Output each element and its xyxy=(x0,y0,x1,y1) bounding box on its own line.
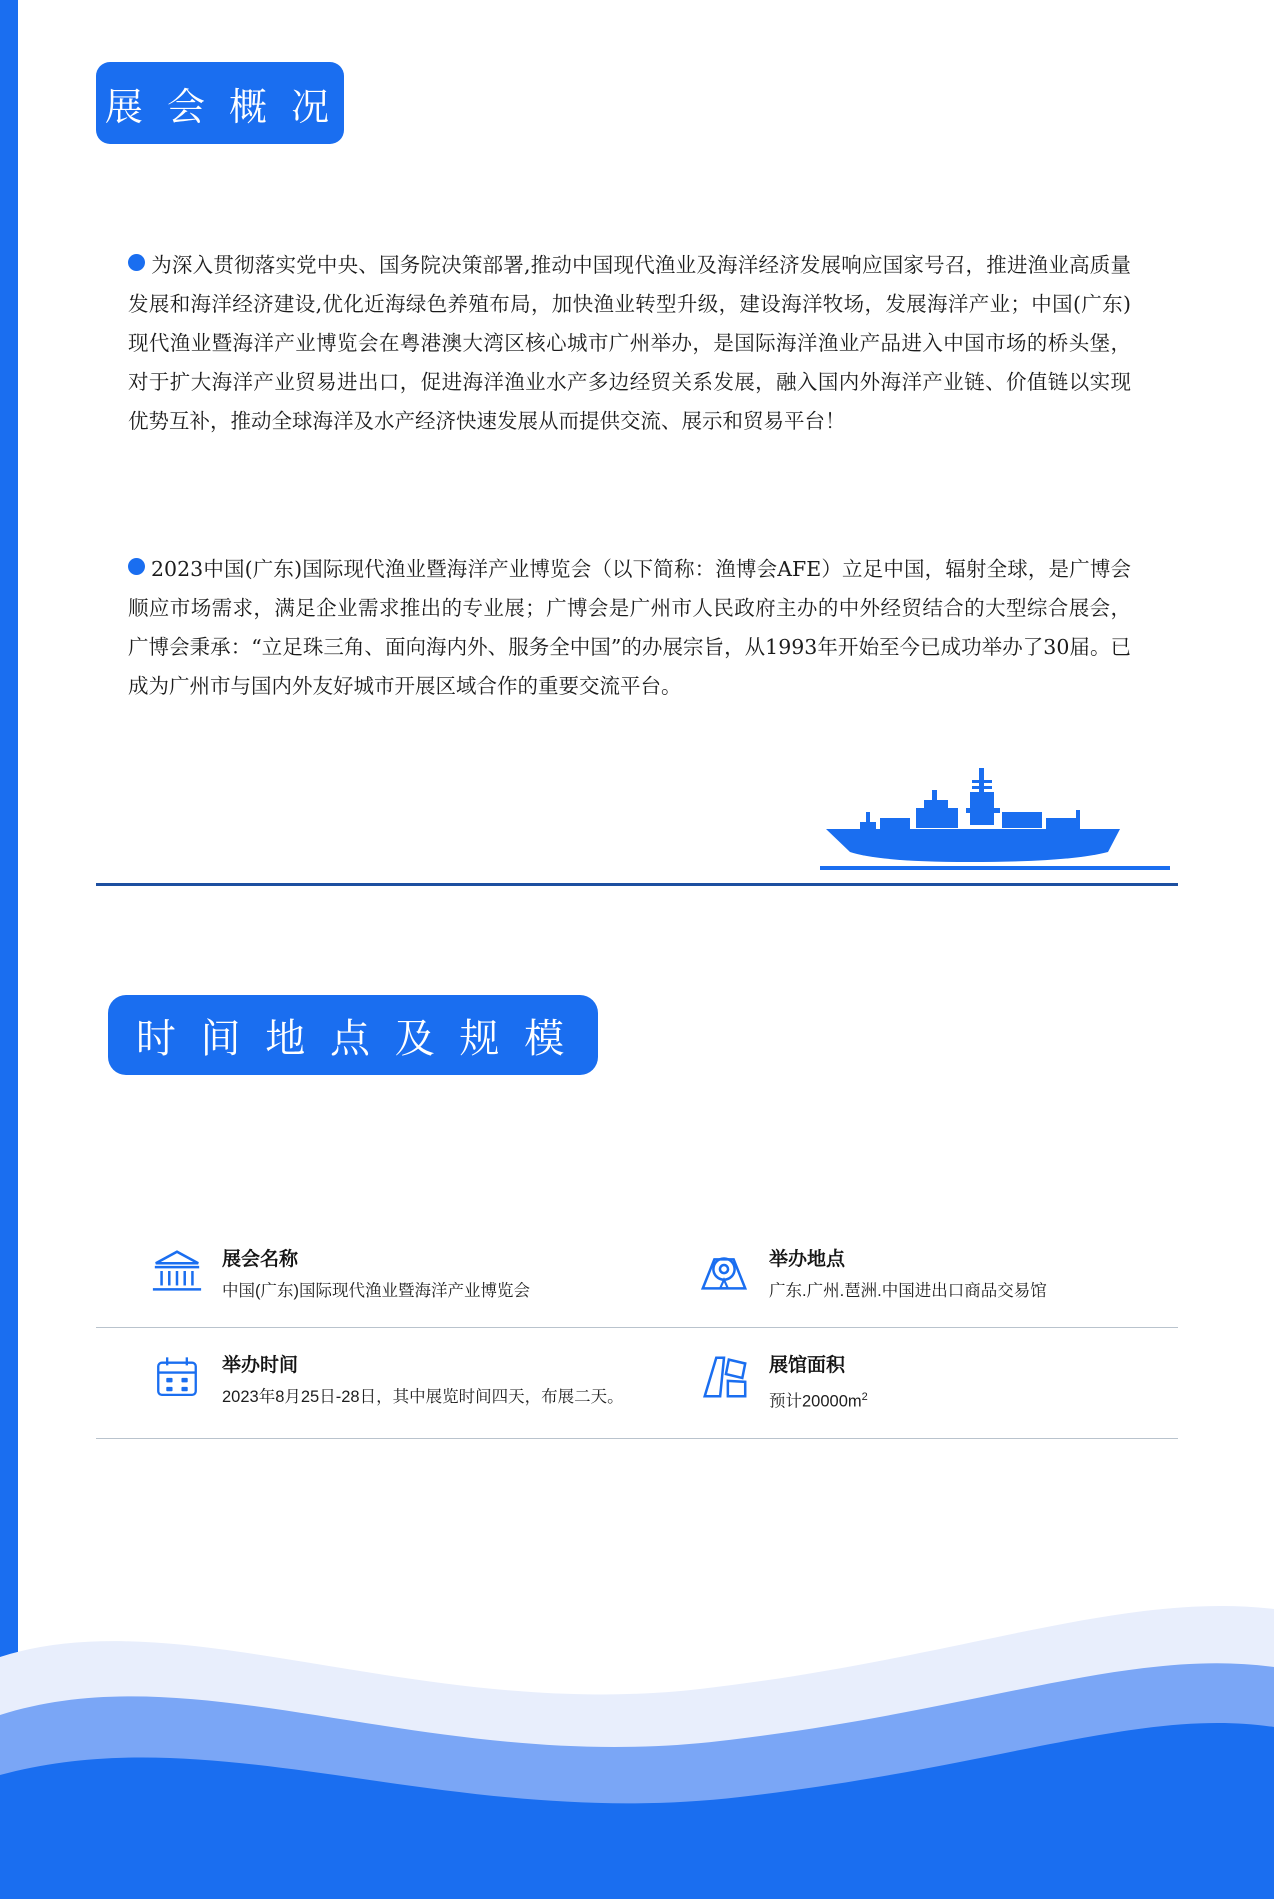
bullet-icon xyxy=(128,254,145,271)
info-value-prefix: 预计20000m xyxy=(769,1392,862,1411)
info-item-date xyxy=(96,1328,637,1438)
info-item-exhibition-name xyxy=(96,1222,637,1327)
info-value: 2023年8月25日-28日，其中展览时间四天，布展二天。 xyxy=(222,1388,624,1406)
info-value-superscript: 2 xyxy=(861,1391,868,1403)
overview-paragraph-2-text: 2023中国(广东)国际现代渔业暨海洋产业博览会（以下简称：渔博会AFE）立足中国，辐射全球，是广博会顺应市场需求，满足企业需求推出的专业展；广博会是广州市人民政府主办的中外经贸结合的大型综合展会，广博会秉承：“立足珠三角、面向海内外、服务全中国”的办展宗旨，从1993年开始至今已成功举办了30届。已成为广州市与国内外友好城市开展区域合作的重要交流平台。 xyxy=(128,557,1131,698)
info-title: 举办时间 xyxy=(222,1355,299,1376)
section-heading-overview: 展 会 概 况 xyxy=(96,62,344,144)
map-pin-icon xyxy=(695,1242,753,1300)
info-value: 广东.广州.琶洲.中国进出口商品交易馆 xyxy=(769,1282,1047,1300)
info-title: 展会名称 xyxy=(222,1249,299,1270)
info-row xyxy=(96,1222,1178,1328)
section-divider-rule xyxy=(96,883,1178,886)
floorplan-icon xyxy=(695,1348,753,1406)
info-row xyxy=(96,1328,1178,1439)
overview-paragraph-2 xyxy=(128,550,1131,706)
decorative-wave-footer xyxy=(0,1539,1274,1899)
event-info-grid xyxy=(96,1222,1178,1439)
info-value xyxy=(769,1383,868,1416)
ship-icon xyxy=(820,766,1170,876)
overview-paragraph-1 xyxy=(128,246,1131,441)
info-item-area xyxy=(637,1328,1178,1438)
section-heading-time-place-scale: 时 间 地 点 及 规 模 xyxy=(108,995,598,1075)
bullet-icon xyxy=(128,558,145,575)
info-item-venue xyxy=(637,1222,1178,1327)
info-value: 中国(广东)国际现代渔业暨海洋产业博览会 xyxy=(222,1282,530,1300)
info-title: 展馆面积 xyxy=(769,1355,846,1376)
overview-paragraph-1-text: 为深入贯彻落实党中央、国务院决策部署,推动中国现代渔业及海洋经济发展响应国家号召，推进渔业高质量发展和海洋经济建设,优化近海绿色养殖布局，加快渔业转型升级，建设海洋牧场，发展海洋产业；中国(广东)现代渔业暨海洋产业博览会在粤港澳大湾区核心城市广州举办，是国际海洋渔业产品进入中国市场的桥头堡，对于扩大海洋产业贸易进出口，促进海洋渔业水产多边经贸关系发展，融入国内外海洋产业链、价值链以实现优势互补，推动全球海洋及水产经济快速发展从而提供交流、展示和贸易平台！ xyxy=(128,253,1131,433)
calendar-icon xyxy=(148,1348,206,1406)
info-title: 举办地点 xyxy=(769,1249,846,1270)
museum-icon xyxy=(148,1242,206,1300)
